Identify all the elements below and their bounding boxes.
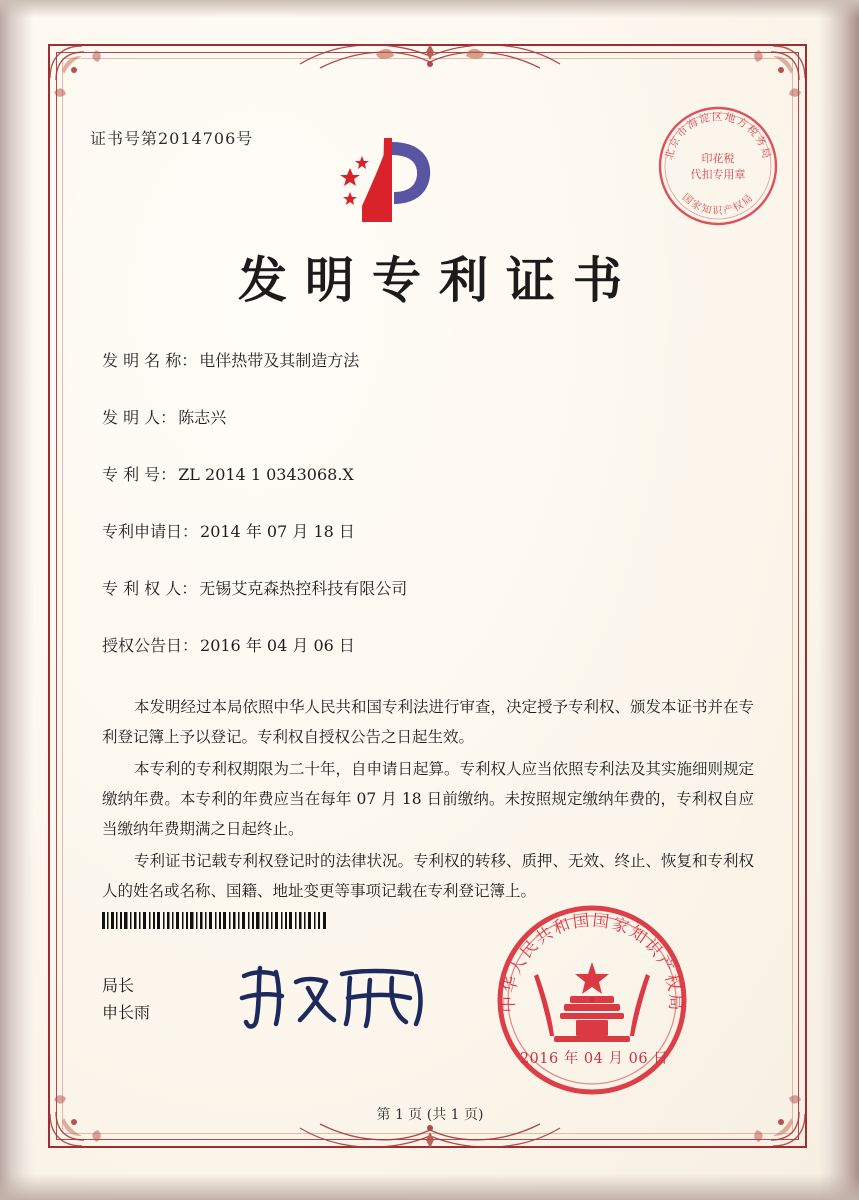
field-value: 2016 年 04 月 06 日 — [200, 636, 355, 655]
field-value: 2014 年 07 月 18 日 — [200, 522, 355, 541]
svg-text:中华人民共和国国家知识产权局: 中华人民共和国国家知识产权局 — [498, 910, 686, 1013]
legal-paragraph: 专利证书记载专利权登记时的法律状况。专利权的转移、质押、无效、终止、恢复和专利权人的姓名或名称、国籍、地址变更等事项记载在专利登记簿上。 — [102, 852, 755, 900]
field-value: 电伴热带及其制造方法 — [199, 351, 360, 370]
director-role-label: 局长 — [102, 976, 135, 995]
paper-edge-bottom — [0, 1174, 859, 1200]
top-ornament-icon — [280, 34, 580, 80]
field-value: 无锡艾克森热控科技有限公司 — [199, 579, 408, 598]
certificate-number: 证书号第2014706号 — [90, 129, 254, 148]
svg-text:北京市海淀区地方税务局: 北京市海淀区地方税务局 — [663, 111, 773, 162]
field-label: 授权公告日： — [102, 636, 199, 655]
field-label: 发 明 人： — [102, 408, 177, 427]
handwritten-signature-icon — [230, 958, 450, 1036]
tax-stamp-seal — [652, 100, 784, 232]
field-label: 专利申请日： — [102, 522, 199, 541]
signature-block — [102, 972, 150, 1026]
paper-edge-top — [0, 0, 859, 18]
field-patent-number — [102, 462, 762, 485]
page-footer: 第 1 页 (共 1 页) — [376, 1107, 484, 1123]
field-value: ZL 2014 1 0343068.X — [178, 465, 354, 484]
legal-text — [102, 692, 754, 908]
patent-office-logo-icon — [328, 130, 458, 230]
legal-paragraph: 本发明经过本局依照中华人民共和国专利法进行审查，决定授予专利权、颁发本证书并在专利登记簿上予以登记。专利权自授权公告之日起生效。 — [102, 698, 755, 746]
svg-text:国家知识产权局: 国家知识产权局 — [679, 192, 757, 217]
page-title: 发明专利证书 — [237, 251, 641, 309]
field-label: 专 利 权 人： — [102, 579, 198, 598]
svg-text:印花税: 印花税 — [701, 152, 735, 165]
svg-text:代扣专用章: 代扣专用章 — [690, 168, 746, 181]
official-seal — [492, 900, 692, 1100]
field-patentee — [102, 576, 762, 599]
field-label: 发 明 名 称： — [102, 351, 198, 370]
paper-edge-right — [819, 0, 859, 1200]
paper-edge-left — [0, 0, 34, 1200]
director-name: 申长雨 — [102, 1003, 151, 1022]
field-value: 陈志兴 — [178, 408, 227, 427]
barcode — [102, 912, 330, 929]
field-invention-name — [102, 348, 762, 371]
legal-paragraph: 本专利的专利权期限为二十年，自申请日起算。专利权人应当依照专利法及其实施细则规定缴纳年费。本专利的年费应当在每年 07 月 18 日前缴纳。未按照规定缴纳年费的，专利权自应当缴纳年费期满之日起终止。 — [102, 760, 755, 838]
field-inventor — [102, 405, 762, 428]
field-label: 专 利 号： — [102, 465, 177, 484]
field-grant-announcement-date — [102, 633, 762, 656]
certificate-fields — [102, 348, 762, 690]
field-application-date — [102, 519, 762, 542]
seal-date: 2016 年 04 月 06 日 — [519, 1051, 669, 1067]
certificate-content — [90, 100, 773, 1123]
